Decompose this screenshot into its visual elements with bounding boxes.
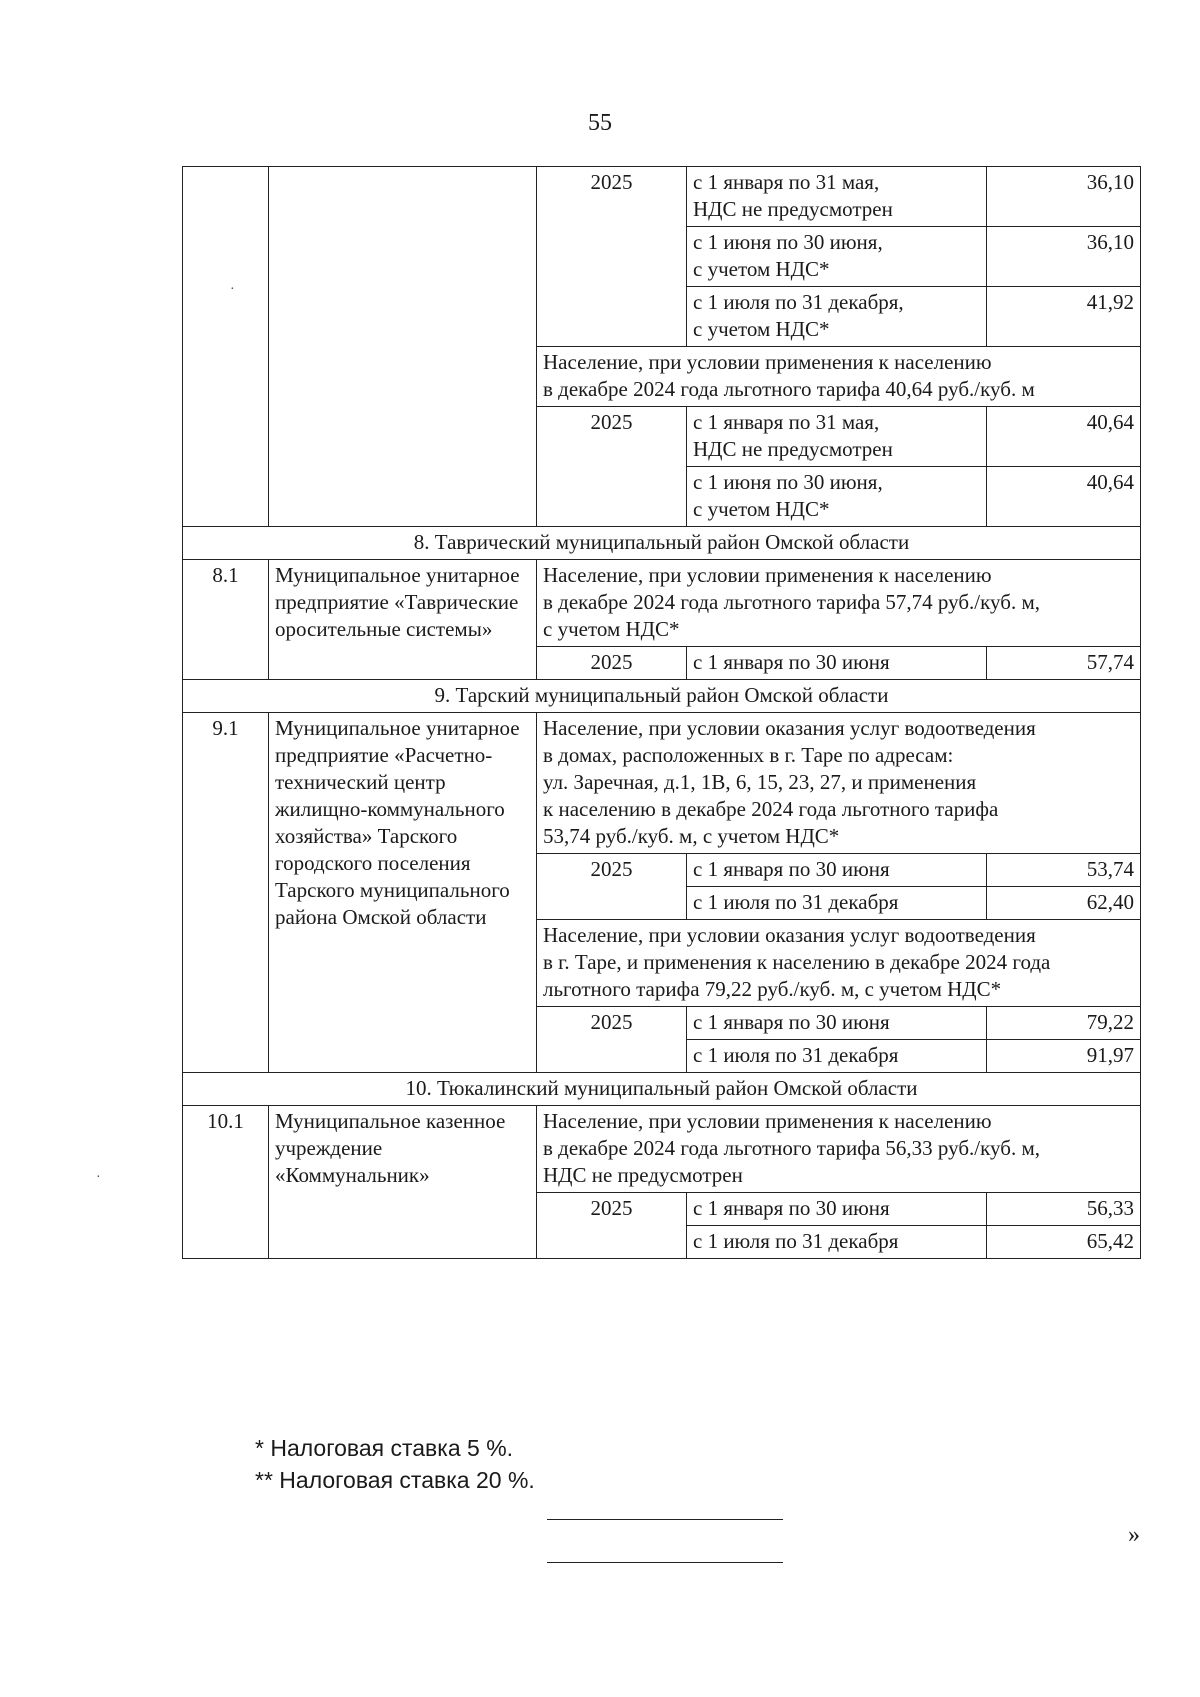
condition-cell: Население, при условии применения к населению в декабре 2024 года льготного тарифа 40,64 руб./куб. м — [537, 347, 1141, 407]
year-cell: 2025 — [537, 1193, 687, 1259]
section-header-row — [183, 1073, 1141, 1106]
continuation-num-cell — [183, 167, 269, 527]
period-cell: с 1 января по 30 июня — [687, 1193, 987, 1226]
value-cell: 65,42 — [987, 1226, 1141, 1259]
row-number: 10.1 — [183, 1106, 269, 1259]
period-cell: с 1 января по 31 мая, НДС не предусмотрен — [687, 407, 987, 467]
period-cell: с 1 июля по 31 декабря — [687, 1226, 987, 1259]
period-cell: с 1 января по 30 июня — [687, 854, 987, 887]
organization-cell: Муниципальное унитарное предприятие «Расчетно-технический центр жилищно-коммунального хозяйства» Тарского городского поселения Тарского муниципального района Омской области — [269, 713, 537, 1073]
value-cell: 91,97 — [987, 1040, 1141, 1073]
period-cell: с 1 января по 30 июня — [687, 647, 987, 680]
closing-quote: » — [1128, 1522, 1140, 1548]
year-cell: 2025 — [537, 647, 687, 680]
year-cell: 2025 — [537, 167, 687, 347]
scan-speck: · — [96, 1170, 101, 1185]
value-cell: 41,92 — [987, 287, 1141, 347]
section-title: 10. Тюкалинский муниципальный район Омской области — [183, 1073, 1141, 1106]
table-row — [183, 1106, 1141, 1193]
separator-line — [547, 1519, 783, 1520]
period-cell: с 1 июня по 30 июня, с учетом НДС* — [687, 467, 987, 527]
period-cell: с 1 января по 30 июня — [687, 1007, 987, 1040]
year-cell: 2025 — [537, 1007, 687, 1073]
separator-line — [547, 1562, 783, 1563]
year-cell: 2025 — [537, 407, 687, 527]
table-row — [183, 713, 1141, 854]
value-cell: 57,74 — [987, 647, 1141, 680]
value-cell: 40,64 — [987, 467, 1141, 527]
table-row — [183, 167, 1141, 227]
row-number: 8.1 — [183, 560, 269, 680]
condition-cell: Население, при условии применения к населению в декабре 2024 года льготного тарифа 56,33 руб./куб. м, НДС не предусмотрен — [537, 1106, 1141, 1193]
tariff-table — [182, 166, 1141, 1259]
value-cell: 53,74 — [987, 854, 1141, 887]
page-number: 55 — [588, 110, 612, 136]
period-cell: с 1 июля по 31 декабря — [687, 887, 987, 920]
period-cell: с 1 июля по 31 декабря, с учетом НДС* — [687, 287, 987, 347]
section-title: 9. Тарский муниципальный район Омской области — [183, 680, 1141, 713]
value-cell: 79,22 — [987, 1007, 1141, 1040]
period-cell: с 1 июля по 31 декабря — [687, 1040, 987, 1073]
condition-cell: Население, при условии применения к населению в декабре 2024 года льготного тарифа 57,74 руб./куб. м, с учетом НДС* — [537, 560, 1141, 647]
section-title: 8. Таврический муниципальный район Омской области — [183, 527, 1141, 560]
continuation-org-cell — [269, 167, 537, 527]
row-number: 9.1 — [183, 713, 269, 1073]
year-cell: 2025 — [537, 854, 687, 920]
table-row — [183, 560, 1141, 647]
section-header-row — [183, 527, 1141, 560]
footnotes — [255, 1432, 535, 1496]
value-cell: 62,40 — [987, 887, 1141, 920]
period-cell: с 1 июня по 30 июня, с учетом НДС* — [687, 227, 987, 287]
condition-cell: Население, при условии оказания услуг водоотведения в г. Таре, и применения к населению в декабре 2024 года льготного тарифа 79,22 руб./куб. м, с учетом НДС* — [537, 920, 1141, 1007]
footnote-1: * Налоговая ставка 5 %. — [255, 1435, 514, 1461]
organization-cell: Муниципальное унитарное предприятие «Таврические оросительные системы» — [269, 560, 537, 680]
value-cell: 56,33 — [987, 1193, 1141, 1226]
period-cell: с 1 января по 31 мая, НДС не предусмотрен — [687, 167, 987, 227]
condition-cell: Население, при условии оказания услуг водоотведения в домах, расположенных в г. Таре по адресам: ул. Заречная, д.1, 1В, 6, 15, 23, 27, и применения к населению в декабре 2024 года льготного тарифа 53,74 руб./куб. м, с учетом НДС* — [537, 713, 1141, 854]
section-header-row — [183, 680, 1141, 713]
organization-cell: Муниципальное казенное учреждение «Коммунальник» — [269, 1106, 537, 1259]
value-cell: 36,10 — [987, 167, 1141, 227]
scan-speck: · — [230, 282, 235, 297]
value-cell: 40,64 — [987, 407, 1141, 467]
value-cell: 36,10 — [987, 227, 1141, 287]
footnote-2: ** Налоговая ставка 20 %. — [255, 1467, 535, 1493]
